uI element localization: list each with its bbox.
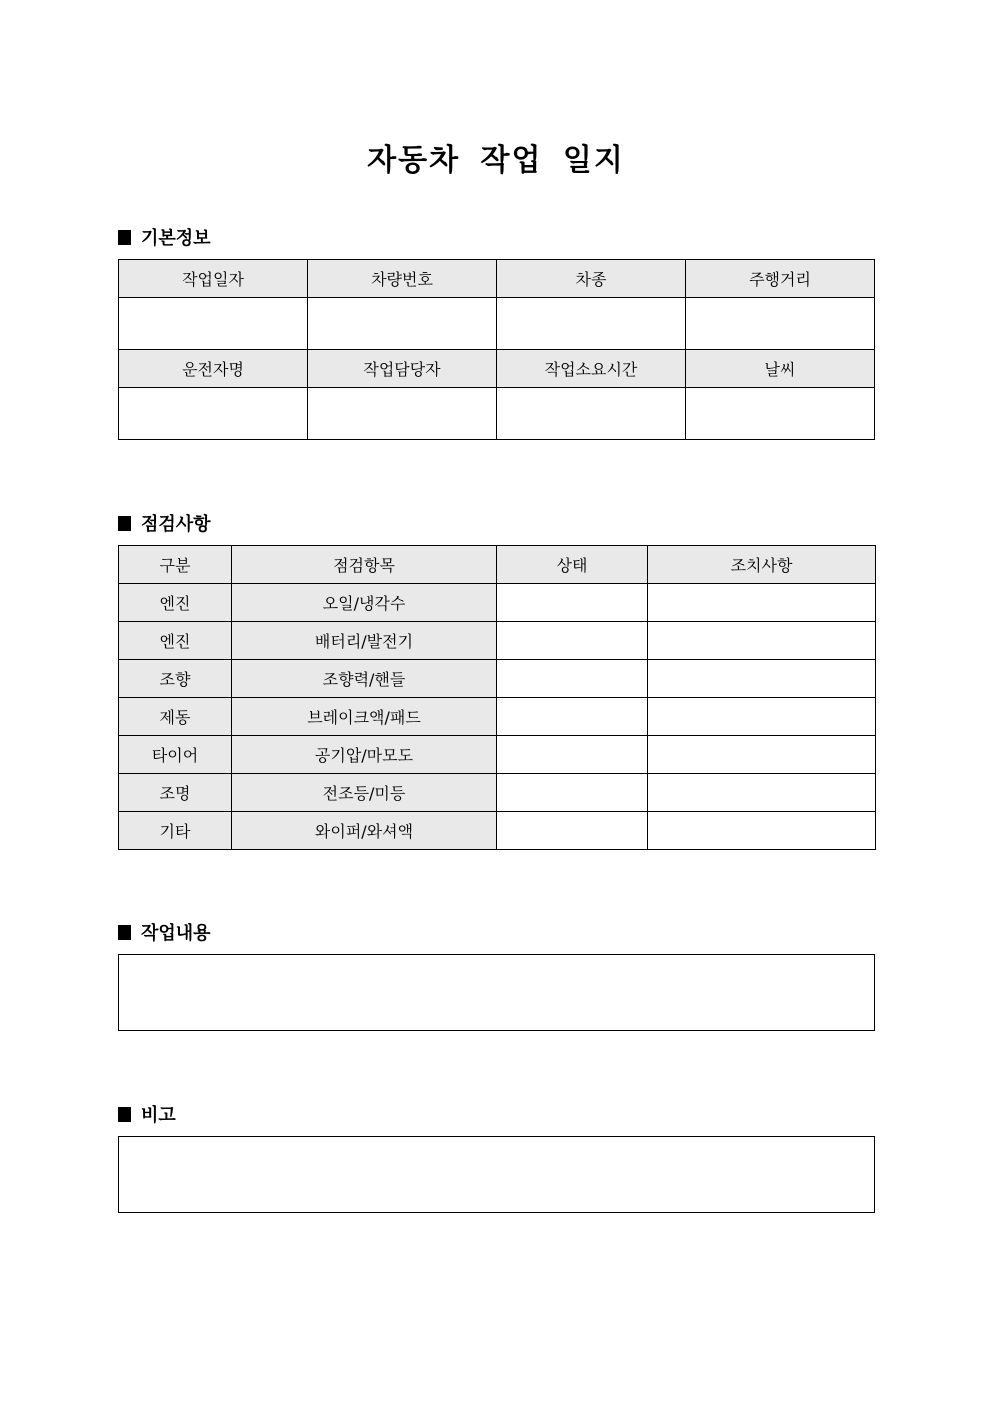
item-cell: 와이퍼/와셔액 <box>232 812 497 850</box>
item-cell: 오일/냉각수 <box>232 584 497 622</box>
action-field[interactable] <box>648 698 876 736</box>
table-row <box>119 622 876 660</box>
square-bullet-icon <box>118 516 131 531</box>
action-field[interactable] <box>648 812 876 850</box>
category-cell: 타이어 <box>119 736 232 774</box>
section-label: 기본정보 <box>141 228 211 249</box>
header-status: 상태 <box>497 546 648 584</box>
action-field[interactable] <box>648 774 876 812</box>
header-vehicle-number: 차량번호 <box>308 260 497 298</box>
item-cell: 배터리/발전기 <box>232 622 497 660</box>
header-worker: 작업담당자 <box>308 350 497 388</box>
header-item: 점검항목 <box>232 546 497 584</box>
action-field[interactable] <box>648 660 876 698</box>
status-field[interactable] <box>497 584 648 622</box>
status-field[interactable] <box>497 698 648 736</box>
category-cell: 조명 <box>119 774 232 812</box>
status-field[interactable] <box>497 660 648 698</box>
item-cell: 전조등/미등 <box>232 774 497 812</box>
action-field[interactable] <box>648 584 876 622</box>
table-row <box>119 584 876 622</box>
section-remarks-heading <box>118 1101 176 1127</box>
item-cell: 브레이크액/패드 <box>232 698 497 736</box>
table-row <box>119 736 876 774</box>
header-vehicle-model: 차종 <box>497 260 686 298</box>
category-cell: 조향 <box>119 660 232 698</box>
section-work-content-heading <box>118 919 211 945</box>
category-cell: 기타 <box>119 812 232 850</box>
status-field[interactable] <box>497 812 648 850</box>
header-action: 조치사항 <box>648 546 876 584</box>
status-field[interactable] <box>497 736 648 774</box>
category-cell: 엔진 <box>119 584 232 622</box>
table-row <box>119 774 876 812</box>
table-row <box>119 660 876 698</box>
header-mileage: 주행거리 <box>686 260 875 298</box>
worker-field[interactable] <box>308 388 497 440</box>
work-content-field[interactable] <box>118 954 875 1031</box>
page-title: 자동차 작업 일지 <box>367 143 625 178</box>
section-basic-info-heading <box>118 224 211 250</box>
status-field[interactable] <box>497 622 648 660</box>
work-duration-field[interactable] <box>497 388 686 440</box>
inspection-table <box>118 545 876 850</box>
square-bullet-icon <box>118 1107 131 1122</box>
square-bullet-icon <box>118 230 131 245</box>
section-label: 점검사항 <box>141 514 211 535</box>
section-label: 비고 <box>141 1105 176 1126</box>
category-cell: 제동 <box>119 698 232 736</box>
table-row <box>119 812 876 850</box>
item-cell: 공기압/마모도 <box>232 736 497 774</box>
weather-field[interactable] <box>686 388 875 440</box>
header-work-date: 작업일자 <box>119 260 308 298</box>
mileage-field[interactable] <box>686 298 875 350</box>
table-row <box>119 698 876 736</box>
status-field[interactable] <box>497 774 648 812</box>
remarks-field[interactable] <box>118 1136 875 1213</box>
work-date-field[interactable] <box>119 298 308 350</box>
square-bullet-icon <box>118 925 131 940</box>
item-cell: 조향력/핸들 <box>232 660 497 698</box>
vehicle-model-field[interactable] <box>497 298 686 350</box>
driver-name-field[interactable] <box>119 388 308 440</box>
action-field[interactable] <box>648 736 876 774</box>
action-field[interactable] <box>648 622 876 660</box>
header-work-duration: 작업소요시간 <box>497 350 686 388</box>
header-weather: 날씨 <box>686 350 875 388</box>
header-category: 구분 <box>119 546 232 584</box>
header-driver-name: 운전자명 <box>119 350 308 388</box>
section-inspection-heading <box>118 510 211 536</box>
vehicle-number-field[interactable] <box>308 298 497 350</box>
category-cell: 엔진 <box>119 622 232 660</box>
section-label: 작업내용 <box>141 923 211 944</box>
basic-info-table <box>118 259 875 440</box>
